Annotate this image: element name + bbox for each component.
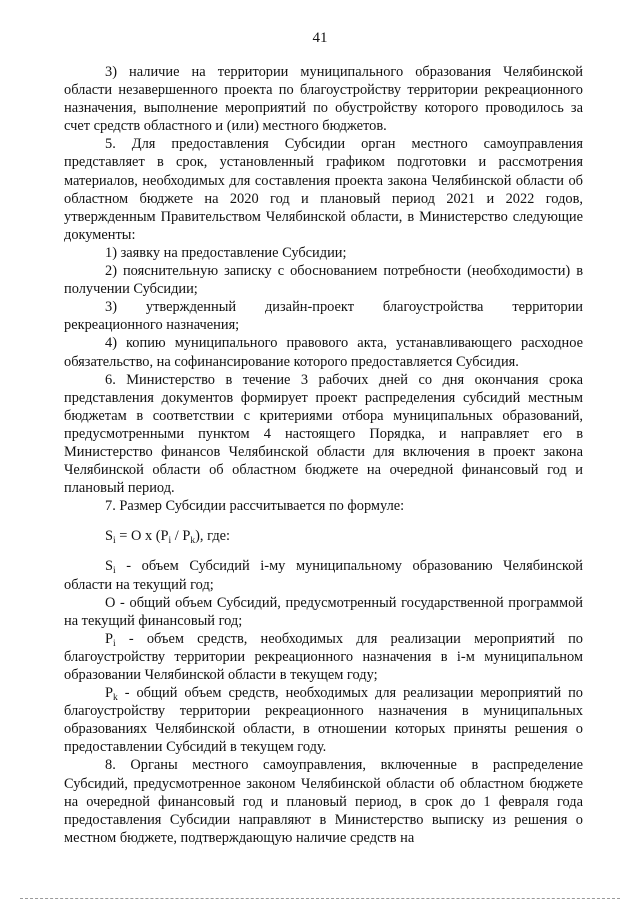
paragraph-section-7: 7. Размер Субсидии рассчитывается по формуле: xyxy=(105,498,405,515)
paragraph-criterion-3: 3) наличие на территории муниципального образования Челябинской области незавершенного проекта по благоустройству территории рекреационного назначения, выполнение мероприятий по обустройству которого проводилось за счет средств областного и (или) местного бюджетов. xyxy=(64,64,583,135)
definition-pi: $P_i$ - объем средств, необходимых для реализации мероприятий по благоустройству территории рекреационного назначения в i-м муниципальном образовании Челябинской области в текущем году; xyxy=(64,630,583,683)
paragraph-section-8: 8. Органы местного самоуправления, включенные в распределение Субсидий, предусмотренное законом Челябинской области об областном бюджете на очередной финансовый год и плановый период, в срок до 1 февраля года предоставления Субсидии направляют в Министерство выписку из решения о местном бюджете, подтверждающую наличие средств на xyxy=(64,757,583,846)
list-item-legal-act: 4) копию муниципального правового акта, устанавливающего расходное обязательство, на софинансирование которого предоставляется Субсидия. xyxy=(64,335,583,370)
definition-o: O - общий объем Субсидий, предусмотренный государственной программой на текущий финансовый год; xyxy=(64,594,583,629)
list-item-explanatory-note: 2) пояснительную записку с обоснованием потребности (необходимости) в получении Субсидии; xyxy=(64,263,583,298)
list-item-application: 1) заявку на предоставление Субсидии; xyxy=(105,244,347,261)
formula: $S_i = O$ x $(P_i / P_k)$, где: xyxy=(105,528,231,547)
list-item-design-project: 3) утвержденный дизайн-проект благоустройства территории рекреационного назначения; xyxy=(64,299,583,334)
document-body xyxy=(64,63,583,847)
page-number: 41 xyxy=(312,30,328,46)
paragraph-section-6: 6. Министерство в течение 3 рабочих дней со дня окончания срока представления документов формирует проект распределения субсидий местным бюджетам в соответствии с критериями отбора муниципальных образований, предусмотренными пунктом 4 настоящего Порядка, и направляет его в Министерство финансов Челябинской области для включения в проект закона Челябинской области об областном бюджете на очередной финансовый год и плановый период. xyxy=(64,371,583,497)
definition-si: $S_i$ - объем Субсидий i-му муниципальному образованию Челябинской области на текущий год; xyxy=(64,558,583,593)
paragraph-section-5: 5. Для предоставления Субсидии орган местного самоуправления представляет в срок, установленный графиком подготовки и рассмотрения материалов, необходимых для составления проекта закона Челябинской области об областном бюджете на 2020 год и плановый период 2021 и 2022 годов, утвержденным Правительством Челябинской области, в Министерство следующие документы: xyxy=(64,136,583,243)
definition-pk: $P_k$ - общий объем средств, необходимых для реализации мероприятий по благоустройству территории рекреационного назначения в муниципальных образованиях Челябинской области, в отношении которых приняты решения о предоставлении Субсидий в текущем году. xyxy=(64,685,583,756)
page-bottom-edge xyxy=(20,898,620,899)
